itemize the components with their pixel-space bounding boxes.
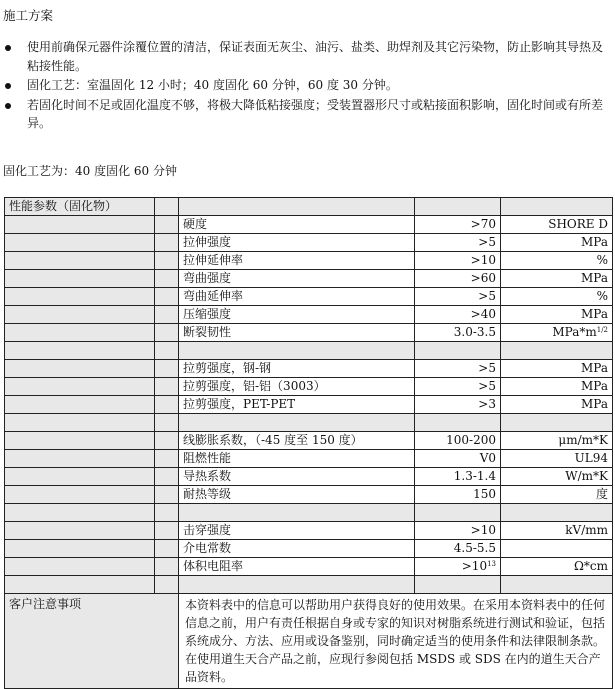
table-row <box>5 216 613 234</box>
bullet-list <box>0 38 612 134</box>
property-unit: kV/mm <box>501 522 613 540</box>
property-name: 体积电阻率 <box>179 558 415 576</box>
row-spacer <box>155 288 179 306</box>
property-value: 100-200 <box>415 432 501 450</box>
table-header-label: 性能参数（固化物） <box>5 198 155 216</box>
table-row <box>5 234 613 252</box>
property-unit: % <box>501 288 613 306</box>
table-row <box>5 558 613 576</box>
property-name: 介电常数 <box>179 540 415 558</box>
bullet-text: 使用前确保元器件涂覆位置的清洁，保证表面无灰尘、油污、盐类、助焊剂及其它污染物，防止影响其导热及粘接性能。 <box>27 40 604 73</box>
row-spacer <box>5 216 155 234</box>
separator-row <box>5 342 613 360</box>
properties-table <box>4 197 613 689</box>
row-spacer <box>5 396 155 414</box>
table-row <box>5 324 613 342</box>
table-row <box>5 270 613 288</box>
row-spacer <box>155 378 179 396</box>
row-spacer <box>155 558 179 576</box>
property-name: 击穿强度 <box>179 522 415 540</box>
property-name: 拉剪强度，铝-铝（3003） <box>179 378 415 396</box>
notice-paragraph: 本资料表中的信息可以帮助用户获得良好的使用效果。在采用本资料表中的任何信息之前，用户有责任根据自身或专家的知识对树脂系统进行测试和验证，包括系统成分、方法、应用或设备鉴别，同时确定适当的使用条件和法律限制条款。 <box>185 598 606 648</box>
property-unit: MPa <box>501 234 613 252</box>
table-row <box>5 432 613 450</box>
row-spacer <box>5 486 155 504</box>
row-spacer <box>5 324 155 342</box>
property-unit: % <box>501 252 613 270</box>
table-row <box>5 486 613 504</box>
row-spacer <box>5 558 155 576</box>
property-unit: MPa <box>501 306 613 324</box>
property-unit: $MPa*m^{1/2}$ <box>501 324 613 342</box>
property-name: 压缩强度 <box>179 306 415 324</box>
row-spacer <box>155 270 179 288</box>
table-row <box>5 378 613 396</box>
row-spacer <box>5 288 155 306</box>
property-value: >5 <box>415 360 501 378</box>
property-value: >5 <box>415 234 501 252</box>
row-spacer <box>155 324 179 342</box>
separator-row <box>5 504 613 522</box>
property-unit: μm/m*K <box>501 432 613 450</box>
table-row <box>5 360 613 378</box>
row-spacer <box>155 522 179 540</box>
property-name: 拉剪强度，PET-PET <box>179 396 415 414</box>
bullet-text: 固化工艺：室温固化 12 小时；40 度固化 60 分钟，60 度 30 分钟。 <box>27 78 398 92</box>
table-row <box>5 252 613 270</box>
property-unit: 度 <box>501 486 613 504</box>
row-spacer <box>155 432 179 450</box>
property-value: V0 <box>415 450 501 468</box>
table-row <box>5 468 613 486</box>
property-name: 阻燃性能 <box>179 450 415 468</box>
property-name: 硬度 <box>179 216 415 234</box>
section-title: 施工方案 <box>3 8 54 23</box>
separator-row <box>5 576 613 594</box>
property-value: 3.0-3.5 <box>415 324 501 342</box>
bullet-dot-icon <box>5 45 11 51</box>
bullet-dot-icon <box>5 83 11 89</box>
property-value: >5 <box>415 288 501 306</box>
property-value: 4.5-5.5 <box>415 540 501 558</box>
table-row <box>5 450 613 468</box>
row-spacer <box>155 468 179 486</box>
property-unit: Ω*cm <box>501 558 613 576</box>
notice-label: 客户注意事项 <box>5 594 179 689</box>
table-header-row <box>5 198 613 216</box>
bullet-item <box>0 38 612 75</box>
value-exponent: 13 <box>487 560 496 568</box>
property-name: 线膨胀系数，（-45 度至 150 度） <box>179 432 415 450</box>
row-spacer <box>5 234 155 252</box>
property-unit: MPa <box>501 378 613 396</box>
bullet-item <box>0 76 612 95</box>
row-spacer <box>155 396 179 414</box>
row-spacer <box>5 522 155 540</box>
table-row <box>5 522 613 540</box>
property-name: 弯曲强度 <box>179 270 415 288</box>
row-spacer <box>5 360 155 378</box>
row-spacer <box>155 234 179 252</box>
unit-exponent: 1/2 <box>596 326 608 334</box>
property-name: 耐热等级 <box>179 486 415 504</box>
row-spacer <box>155 306 179 324</box>
property-name: 拉剪强度，钢-钢 <box>179 360 415 378</box>
row-spacer <box>155 540 179 558</box>
row-spacer <box>5 432 155 450</box>
property-name: 拉伸强度 <box>179 234 415 252</box>
property-value: >10 <box>415 252 501 270</box>
row-spacer <box>155 486 179 504</box>
row-spacer <box>155 216 179 234</box>
table-row <box>5 540 613 558</box>
row-spacer <box>5 450 155 468</box>
property-name: 断裂韧性 <box>179 324 415 342</box>
property-name: 拉伸延伸率 <box>179 252 415 270</box>
table-row <box>5 288 613 306</box>
property-name: 导热系数 <box>179 468 415 486</box>
property-unit: W/m*K <box>501 468 613 486</box>
cure-process-line: 固化工艺为：40 度固化 60 分钟 <box>3 164 177 178</box>
property-unit: MPa <box>501 270 613 288</box>
separator-row <box>5 414 613 432</box>
notice-text <box>179 594 613 689</box>
property-value: $>10^{13}$ <box>415 558 501 576</box>
property-unit: UL94 <box>501 450 613 468</box>
property-value: >10 <box>415 522 501 540</box>
bullet-dot-icon <box>5 103 11 109</box>
property-unit <box>501 540 613 558</box>
row-spacer <box>155 450 179 468</box>
row-spacer <box>155 360 179 378</box>
notice-paragraph: 在使用道生天合产品之前，应现行参阅包括 MSDS 或 SDS 在内的道生天合产品资料。 <box>185 652 601 684</box>
notice-row <box>5 594 613 689</box>
row-spacer <box>5 468 155 486</box>
property-value: >70 <box>415 216 501 234</box>
property-name: 弯曲延伸率 <box>179 288 415 306</box>
row-spacer <box>5 252 155 270</box>
table-row <box>5 306 613 324</box>
row-spacer <box>5 270 155 288</box>
property-value: 150 <box>415 486 501 504</box>
property-value: 1.3-1.4 <box>415 468 501 486</box>
property-value: >5 <box>415 378 501 396</box>
bullet-text: 若固化时间不足或固化温度不够，将极大降低粘接强度；受装置器形尺寸或粘接面积影响，固化时间或有所差异。 <box>27 97 604 130</box>
row-spacer <box>155 252 179 270</box>
property-unit: MPa <box>501 396 613 414</box>
table-row <box>5 396 613 414</box>
row-spacer <box>5 540 155 558</box>
property-unit: MPa <box>501 360 613 378</box>
property-value: >3 <box>415 396 501 414</box>
property-value: >60 <box>415 270 501 288</box>
row-spacer <box>5 306 155 324</box>
property-value: >40 <box>415 306 501 324</box>
property-unit: SHORE D <box>501 216 613 234</box>
row-spacer <box>5 378 155 396</box>
bullet-item <box>0 96 612 133</box>
